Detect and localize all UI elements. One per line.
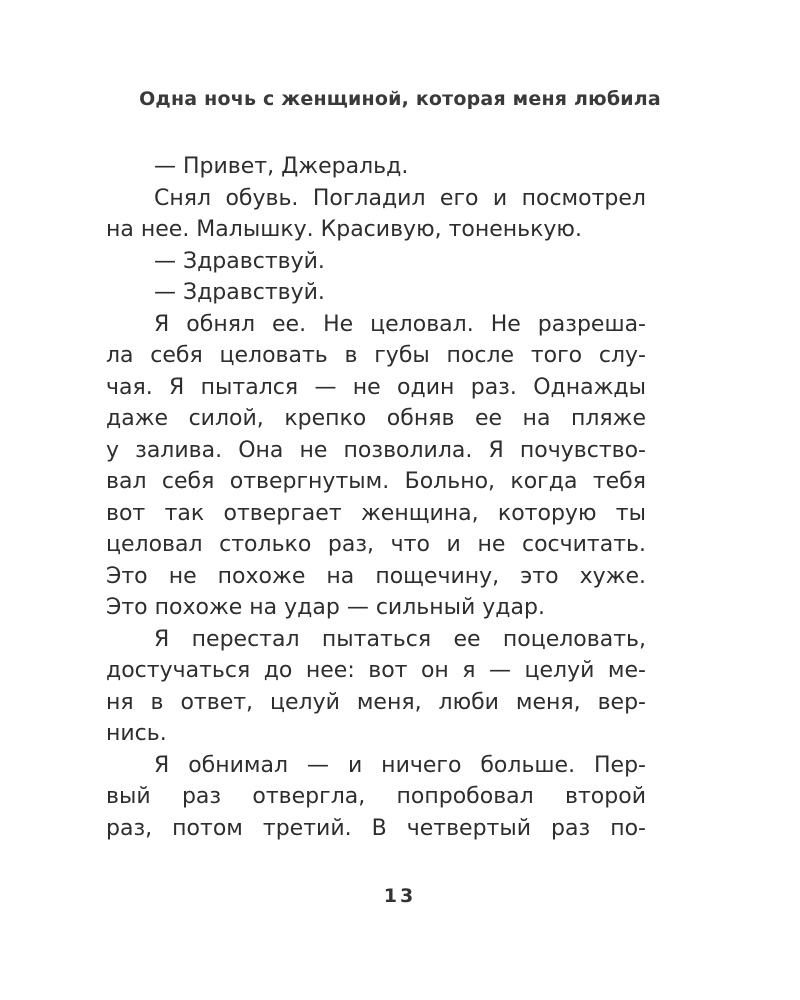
text-line: ня в ответ, целуй меня, люби меня, вер- [106,689,646,715]
text-line: целовал столько раз, что и не сосчитать. [106,532,646,557]
text-line: Я обнимал — и ничего больше. Пер- [154,752,646,778]
text-line: Это похоже на удар — сильный удар. [106,595,545,620]
text-line: — Здравствуй. [154,280,325,305]
text-line: достучаться до нее: вот он я — целуй ме- [106,658,646,683]
text-line: на нее. Малышку. Красивую, тоненькую. [106,217,582,242]
text-line: вый раз отвергла, попробовал второй [106,784,646,809]
text-line: — Привет, Джеральд. [154,154,409,179]
text-line: — Здравствуй. [154,248,325,274]
text-line: ла себя целовать в губы после того слу- [106,343,646,368]
text-line: вал себя отвергнутым. Больно, когда тебя [106,469,646,494]
text-line: Я перестал пытаться ее поцеловать, [154,626,646,652]
text-line: Это не похоже на пощечину, это хуже. [106,563,646,589]
text-line: у залива. Она не позволила. Я почувство- [106,437,646,463]
text-line: Я обнял ее. Не целовал. Не разреша- [154,311,646,337]
running-head: Одна ночь с женщиной, которая меня любила [139,88,661,110]
text-line: Снял обувь. Погладил его и посмотрел [154,185,646,211]
page-number: 13 [383,885,417,907]
text-line: чая. Я пытался — не один раз. Однажды [106,374,646,400]
text-line: нись. [106,721,167,746]
body-text [106,151,646,844]
text-line: раз, потом третий. В четвертый раз по- [106,815,646,841]
text-line: даже силой, крепко обняв ее на пляже [106,406,646,431]
text-line: вот так отвергает женщина, которую ты [106,500,646,526]
